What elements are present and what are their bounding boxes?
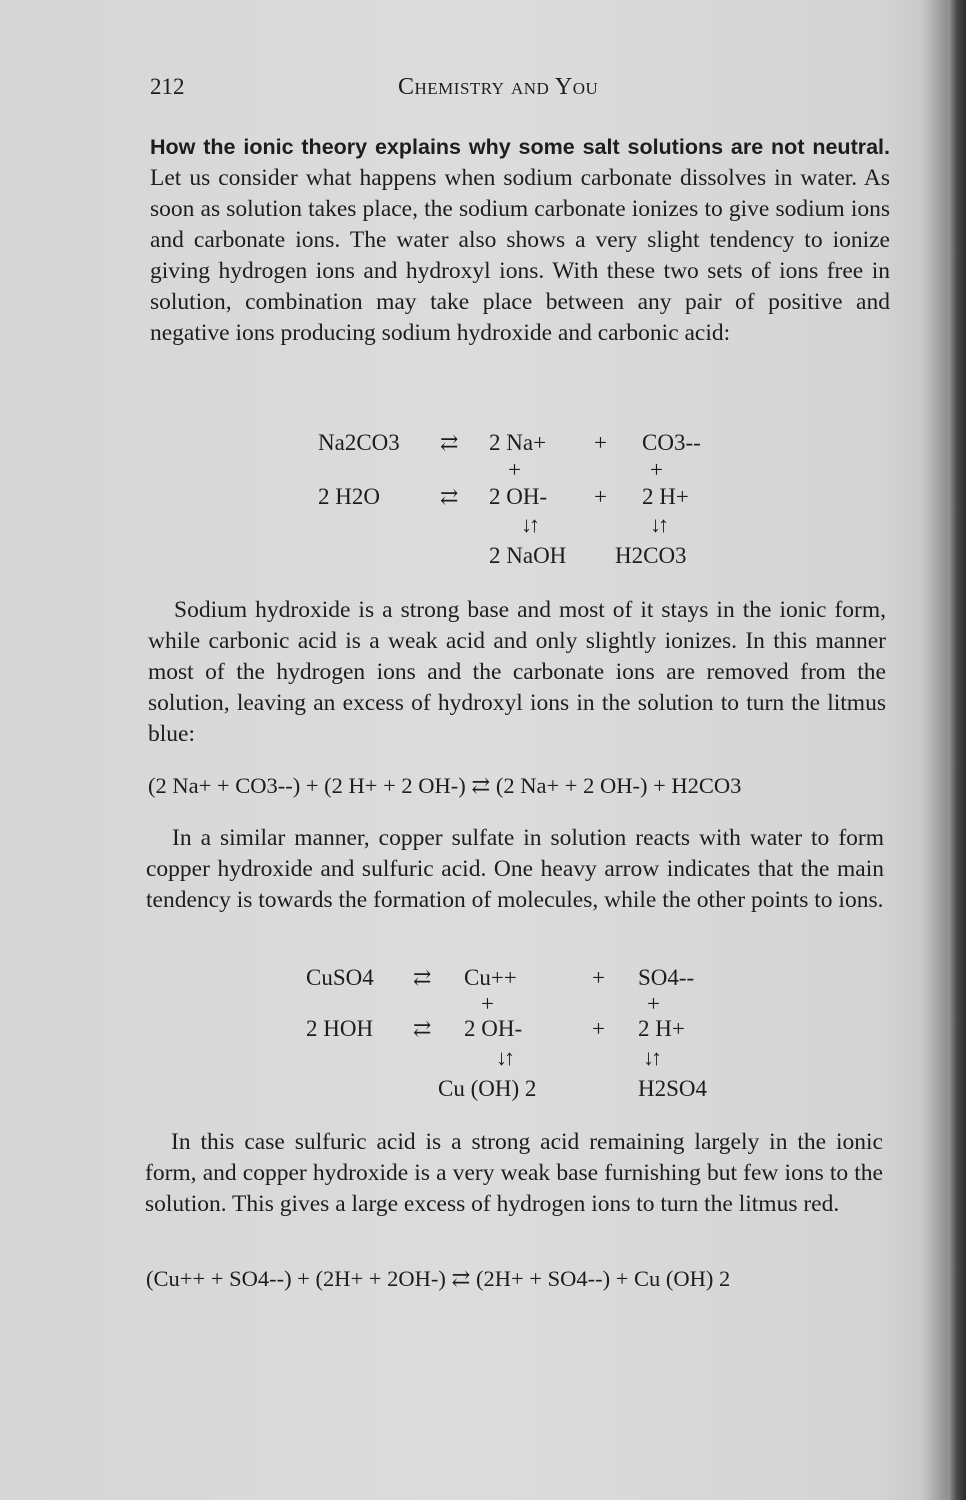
scheme2-plus-vertical-1: + [481,991,494,1016]
scheme2-sulfate-ion: SO4-- [638,965,695,990]
paragraph-body: Let us consider what happens when sodium carbonate dissolves in water. As soon as solution takes place, the sodium carbonate ionizes to give sodium ions and carbonate ions. The water also shows a very slight tendency to ionize giving hydrogen ions and hydroxyl ions. With these two sets of ions free in solution, combination may take place between any pair of positive and negative ions producing sodium hydroxide and carbonic acid: [150,165,890,346]
scheme1-product-carbonic-acid: H2CO3 [615,543,687,568]
scheme2-reactant-water: 2 HOH [306,1016,374,1041]
vertical-equilibrium-arrow-icon: ↓↑ [496,1045,512,1070]
equation-copper-sulfate: (Cu++ + SO4--) + (2H+ + 2OH-) ⇄ (2H+ + SO4--) + Cu (OH) 2 [146,1266,731,1291]
paragraph-ionic-theory [150,132,890,349]
scheme1-plus-vertical-2: + [650,457,663,482]
scheme1-sodium-ion: 2 Na+ [489,430,547,455]
scheme1-carbonate-ion: CO3-- [642,430,701,455]
vertical-equilibrium-arrow-icon: ↓↑ [643,1045,659,1070]
scheme2-plus-vertical-2: + [647,991,660,1016]
scheme1-hydrogen-ion: 2 H+ [642,484,689,509]
page-header [150,74,890,104]
equation-sodium-carbonate: (2 Na+ + CO3--) + (2 H+ + 2 OH-) ⇄ (2 Na+ + 2 OH-) + H2CO3 [148,773,742,798]
scheme2-plus: + [592,965,605,990]
equilibrium-arrow-icon: ⇄ [440,484,459,509]
scheme1-plus: + [594,484,607,509]
paragraph-sodium-hydroxide: Sodium hydroxide is a strong base and most of it stays in the ionic form, while carbonic acid is a weak acid and only slightly ionizes. In this manner most of the hydrogen ions and the carbonate ions are removed from the solution, leaving an excess of hydroxyl ions in the solution to turn the litmus blue: [148,597,886,747]
running-title: Chemistry and You [398,74,599,100]
scheme2-hydroxide-ion: 2 OH- [464,1016,523,1041]
scheme2-plus: + [592,1016,605,1041]
paragraph-sulfuric-acid: In this case sulfuric acid is a strong acid remaining largely in the ionic form, and copper hydroxide is a very weak base furnishing but few ions to the solution. This gives a large excess of hydrogen ions to turn the litmus red. [145,1129,883,1217]
scheme2-copper-ion: Cu++ [464,965,517,990]
equilibrium-arrow-icon: ⇄ [413,1016,432,1041]
paragraph-heading: How the ionic theory explains why some salt solutions are not neutral. [150,135,890,159]
vertical-equilibrium-arrow-icon: ↓↑ [650,512,666,537]
scheme1-reactant-sodium-carbonate: Na2CO3 [318,430,400,455]
book-spine-edge [948,0,966,1500]
paragraph-copper-sulfate: In a similar manner, copper sulfate in solution reacts with water to form copper hydroxide and sulfuric acid. One heavy arrow indicates that the main tendency is towards the formation of molecules, while the other points to ions. [146,825,884,913]
vertical-equilibrium-arrow-icon: ↓↑ [521,512,537,537]
scheme1-plus-vertical-1: + [508,457,521,482]
scheme2-product-sulfuric-acid: H2SO4 [638,1076,708,1101]
scheme2-product-copper-hydroxide: Cu (OH) 2 [438,1076,537,1101]
page-number: 212 [150,74,185,99]
scheme2-reactant-copper-sulfate: CuSO4 [306,965,374,990]
scheme1-hydroxide-ion: 2 OH- [489,484,548,509]
scheme1-plus: + [594,430,607,455]
equilibrium-arrow-icon: ⇄ [413,965,432,990]
equilibrium-arrow-icon: ⇄ [440,430,459,455]
scheme1-product-sodium-hydroxide: 2 NaOH [489,543,567,568]
scheme2-hydrogen-ion: 2 H+ [638,1016,685,1041]
scheme1-reactant-water: 2 H2O [318,484,380,509]
